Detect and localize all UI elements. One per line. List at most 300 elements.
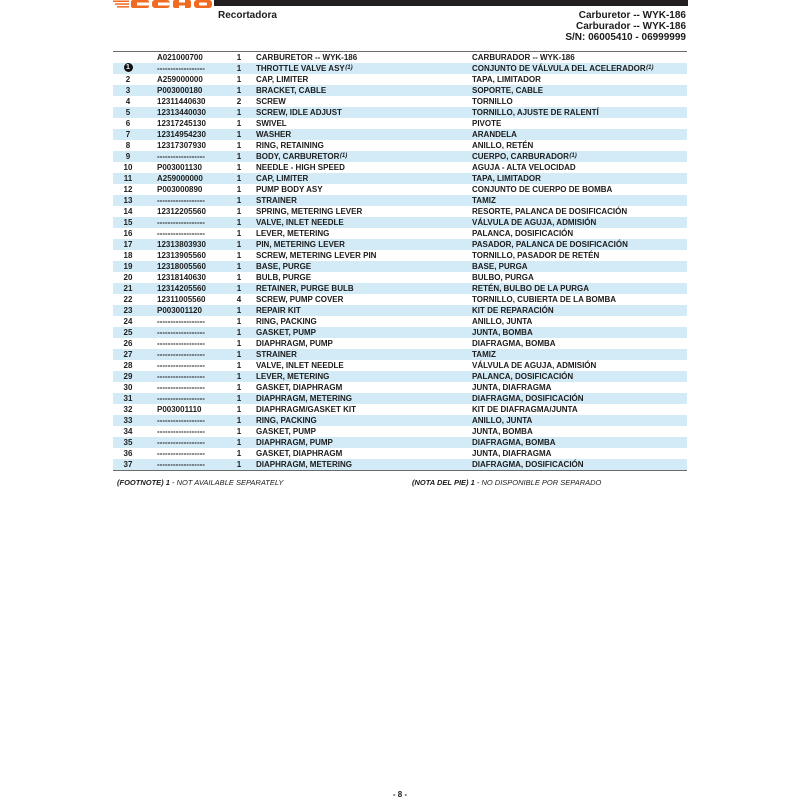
part-number: ------------------ [157, 64, 205, 73]
description-en [256, 327, 316, 338]
description-en [256, 107, 342, 118]
description-es [472, 217, 596, 228]
quantity: 1 [236, 130, 242, 139]
footnote-ref: (1) [646, 65, 654, 71]
description-es [472, 107, 599, 118]
quantity: 1 [236, 218, 242, 227]
description-en-text: SCREW, PUMP COVER [256, 295, 344, 304]
description-es-text: ANILLO, JUNTA [472, 317, 533, 326]
description-en-text: CAP, LIMITER [256, 75, 309, 84]
ref-number [113, 63, 143, 74]
description-es-text: JUNTA, DIAFRAGMA [472, 383, 552, 392]
description-en [256, 338, 333, 349]
parts-row [113, 129, 687, 140]
description-en-text: DIAPHRAGM, PUMP [256, 339, 333, 348]
ref-number: 21 [123, 284, 133, 293]
parts-table [113, 51, 687, 471]
description-es [472, 371, 573, 382]
description-es-text: PALANCA, DOSIFICACIÓN [472, 372, 574, 381]
part-number: 12314205560 [157, 284, 206, 293]
parts-row [113, 217, 687, 228]
description-en [256, 85, 326, 96]
footnote-text: - NOT AVAILABLE SEPARATELY [172, 478, 284, 487]
description-en-text: SWIVEL [256, 119, 287, 128]
parts-row [113, 459, 687, 470]
ref-number: 16 [123, 229, 133, 238]
description-es [472, 250, 599, 261]
quantity: 1 [236, 53, 242, 62]
quantity: 1 [236, 339, 242, 348]
parts-row [113, 206, 687, 217]
quantity: 1 [236, 229, 242, 238]
description-en-text: SCREW, IDLE ADJUST [256, 108, 342, 117]
part-number: ------------------ [157, 416, 205, 425]
description-es [472, 96, 513, 107]
description-en [256, 349, 297, 360]
ref-number: 29 [123, 372, 133, 381]
description-es-text: CONJUNTO DE CUERPO DE BOMBA [472, 185, 613, 194]
description-en-text: BODY, CARBURETOR [256, 152, 340, 161]
description-en-text: BULB, PURGE [256, 273, 312, 282]
part-number: ------------------ [157, 361, 205, 370]
parts-row [113, 118, 687, 129]
parts-row [113, 228, 687, 239]
description-en-text: SPRING, METERING LEVER [256, 207, 363, 216]
quantity: 1 [236, 207, 242, 216]
quantity: 1 [236, 174, 242, 183]
parts-row [113, 184, 687, 195]
description-en [256, 426, 316, 437]
ref-number: 34 [123, 427, 133, 436]
quantity: 1 [236, 284, 242, 293]
part-number: ------------------ [157, 449, 205, 458]
description-es [472, 415, 532, 426]
quantity: 1 [236, 64, 242, 73]
part-number: ------------------ [157, 460, 205, 469]
ref-number: 8 [125, 141, 131, 150]
ref-number: 15 [123, 218, 133, 227]
quantity: 1 [236, 141, 242, 150]
description-es [472, 52, 575, 63]
quantity: 1 [236, 328, 242, 337]
quantity: 1 [236, 416, 242, 425]
description-es-text: TORNILLO, PASADOR DE RETÉN [472, 251, 600, 260]
description-es-text: RESORTE, PALANCA DE DOSIFICACIÓN [472, 207, 628, 216]
description-en-text: LEVER, METERING [256, 372, 330, 381]
description-en [256, 173, 308, 184]
description-en [256, 371, 329, 382]
ref-number: 4 [125, 97, 131, 106]
description-en-text: GASKET, PUMP [256, 427, 317, 436]
ref-number: 11 [123, 174, 133, 183]
description-en-text: PIN, METERING LEVER [256, 240, 345, 249]
description-es [472, 404, 578, 415]
description-es-text: KIT DE REPARACIÓN [472, 306, 554, 315]
ref-number: 28 [123, 361, 133, 370]
parts-row [113, 63, 687, 74]
ref-number: 31 [123, 394, 133, 403]
description-es [472, 459, 584, 470]
description-es-text: ARANDELA [472, 130, 517, 139]
part-number: 12313440030 [157, 108, 206, 117]
parts-row [113, 107, 687, 118]
description-es [472, 294, 616, 305]
description-es-text: ANILLO, JUNTA [472, 416, 533, 425]
description-en [256, 448, 342, 459]
description-en-text: DIAPHRAGM/GASKET KIT [256, 405, 356, 414]
parts-row [113, 371, 687, 382]
footnote-es [412, 478, 601, 488]
description-en [256, 52, 357, 63]
quantity: 1 [236, 405, 242, 414]
description-es-text: TAPA, LIMITADOR [472, 174, 541, 183]
part-number: P003001120 [157, 306, 202, 315]
ref-number: 24 [123, 317, 133, 326]
part-number: ------------------ [157, 339, 205, 348]
quantity: 1 [236, 306, 242, 315]
description-en [256, 261, 311, 272]
part-number: P003001130 [157, 163, 202, 172]
part-number: 12318005560 [157, 262, 206, 271]
description-es-text: TAMIZ [472, 196, 496, 205]
ref-number: 10 [123, 163, 133, 172]
description-es-text: DIAFRAGMA, BOMBA [472, 339, 556, 348]
description-es [472, 393, 584, 404]
description-en [256, 118, 287, 129]
ref-number: 23 [123, 306, 133, 315]
part-number: 12311005560 [157, 295, 206, 304]
ref-number: 3 [125, 86, 131, 95]
ref-number: 2 [125, 75, 131, 84]
description-en-text: BASE, PURGE [256, 262, 312, 271]
part-number: 12317307930 [157, 141, 206, 150]
description-es-text: PALANCA, DOSIFICACIÓN [472, 229, 574, 238]
part-number: A259000000 [157, 75, 203, 84]
part-number: ------------------ [157, 394, 205, 403]
footnote-text: - NO DISPONIBLE POR SEPARADO [476, 478, 602, 487]
parts-row [113, 294, 687, 305]
description-en-text: STRAINER [256, 350, 297, 359]
description-en [256, 63, 353, 74]
ref-number [113, 52, 143, 63]
description-en [256, 239, 345, 250]
ref-number: 32 [123, 405, 133, 414]
ref-number: 30 [123, 383, 133, 392]
quantity: 1 [236, 185, 242, 194]
quantity: 1 [236, 262, 242, 271]
description-es-text: ANILLO, RETÉN [472, 141, 534, 150]
description-es [472, 228, 573, 239]
description-en-text: RING, PACKING [256, 416, 317, 425]
ref-number: 37 [123, 460, 133, 469]
description-en-text: DIAPHRAGM, METERING [256, 394, 352, 403]
description-en-text: CARBURETOR -- WYK-186 [256, 53, 358, 62]
description-es-text: TAMIZ [472, 350, 496, 359]
part-number: ------------------ [157, 350, 205, 359]
description-en [256, 250, 376, 261]
description-en [256, 195, 297, 206]
description-es-text: PIVOTE [472, 119, 502, 128]
quantity: 1 [236, 394, 242, 403]
description-en [256, 217, 344, 228]
part-number: 12318140630 [157, 273, 206, 282]
product-name: Recortadora [218, 10, 277, 21]
description-en [256, 74, 308, 85]
description-en [256, 360, 344, 371]
footnote-label: (FOOTNOTE) [117, 478, 164, 487]
description-en-text: NEEDLE - HIGH SPEED [256, 163, 345, 172]
ref-number: 12 [123, 185, 133, 194]
quantity: 1 [236, 196, 242, 205]
footnote-marker: 1 [470, 478, 475, 487]
part-number: ------------------ [157, 383, 205, 392]
description-es-text: AGUJA - ALTA VELOCIDAD [472, 163, 576, 172]
quantity: 1 [236, 427, 242, 436]
description-es-text: DIAFRAGMA, DOSIFICACIÓN [472, 394, 584, 403]
description-es-text: DIAFRAGMA, DOSIFICACIÓN [472, 460, 584, 469]
parts-row [113, 239, 687, 250]
description-es [472, 162, 576, 173]
footnote-ref: (1) [569, 153, 577, 159]
description-en-text: REPAIR KIT [256, 306, 301, 315]
quantity: 1 [236, 350, 242, 359]
description-en [256, 459, 352, 470]
parts-row [113, 437, 687, 448]
serial-number-range: S/N: 06005410 - 06999999 [565, 32, 686, 43]
description-en-text: PUMP BODY ASY [256, 185, 323, 194]
parts-row [113, 261, 687, 272]
ref-number: 27 [123, 350, 133, 359]
parts-row [113, 173, 687, 184]
description-es [472, 63, 653, 74]
description-es [472, 426, 533, 437]
quantity: 1 [236, 460, 242, 469]
description-es [472, 173, 541, 184]
parts-row [113, 338, 687, 349]
description-en-text: RING, PACKING [256, 317, 317, 326]
part-number: P003000890 [157, 185, 203, 194]
part-number: P003000180 [157, 86, 203, 95]
part-number: ------------------ [157, 328, 205, 337]
ref-number: 7 [125, 130, 131, 139]
description-es-text: RETÉN, BULBO DE LA PURGA [472, 284, 590, 293]
part-number: 12317245130 [157, 119, 206, 128]
quantity: 1 [236, 152, 242, 161]
description-es [472, 327, 533, 338]
parts-row [113, 272, 687, 283]
description-es-text: TORNILLO, AJUSTE DE RALENTÍ [472, 108, 599, 117]
ref-number: 17 [123, 240, 133, 249]
parts-row [113, 151, 687, 162]
description-en-text: STRAINER [256, 196, 297, 205]
description-es-text: TORNILLO [472, 97, 513, 106]
description-en [256, 129, 291, 140]
description-es-text: VÁLVULA DE AGUJA, ADMISIÓN [472, 361, 597, 370]
ref-number: 22 [123, 295, 133, 304]
description-en-text: GASKET, PUMP [256, 328, 317, 337]
description-en [256, 162, 345, 173]
description-en [256, 382, 342, 393]
ref-number: 26 [123, 339, 133, 348]
description-es-text: DIAFRAGMA, BOMBA [472, 438, 556, 447]
footnote-ref: (1) [345, 65, 353, 71]
quantity: 1 [236, 119, 242, 128]
part-number: ------------------ [157, 427, 205, 436]
quantity: 1 [236, 383, 242, 392]
quantity: 4 [236, 295, 242, 304]
description-es [472, 448, 551, 459]
description-en [256, 415, 317, 426]
quantity: 1 [236, 163, 242, 172]
description-en [256, 283, 354, 294]
description-en-text: SCREW [256, 97, 286, 106]
part-number: ------------------ [157, 196, 205, 205]
description-es-text: BASE, PURGA [472, 262, 528, 271]
part-number: 12313803930 [157, 240, 206, 249]
description-es [472, 382, 551, 393]
part-number: 12311440630 [157, 97, 206, 106]
description-en [256, 184, 323, 195]
parts-row [113, 404, 687, 415]
section-title-es: Carburador -- WYK-186 [575, 21, 686, 32]
description-es-text: CUERPO, CARBURADOR [472, 152, 569, 161]
ref-number: 9 [125, 152, 131, 161]
description-es-text: CARBURADOR -- WYK-186 [472, 53, 575, 62]
ref-number: 19 [123, 262, 133, 271]
part-number: 12312205560 [157, 207, 206, 216]
page-number: - 8 - [392, 790, 408, 799]
part-number: ------------------ [157, 152, 205, 161]
description-en-text: LEVER, METERING [256, 229, 330, 238]
part-number: A021000700 [157, 53, 203, 62]
description-es [472, 74, 541, 85]
description-es [472, 195, 496, 206]
part-number: ------------------ [157, 438, 205, 447]
description-es [472, 305, 554, 316]
parts-row [113, 162, 687, 173]
ref-number: 14 [123, 207, 133, 216]
description-es [472, 283, 589, 294]
description-es [472, 184, 612, 195]
parts-row [113, 426, 687, 437]
description-es [472, 129, 517, 140]
description-es [472, 261, 528, 272]
quantity: 1 [236, 449, 242, 458]
parts-row [113, 316, 687, 327]
description-es [472, 140, 533, 151]
description-es [472, 437, 556, 448]
parts-row [113, 360, 687, 371]
description-en [256, 151, 347, 162]
header-bar [214, 0, 688, 6]
description-es [472, 272, 534, 283]
quantity: 1 [236, 317, 242, 326]
quantity: 1 [236, 438, 242, 447]
parts-row [113, 52, 687, 63]
quantity: 2 [236, 97, 242, 106]
description-en-text: RING, RETAINING [256, 141, 324, 150]
description-en-text: CAP, LIMITER [256, 174, 309, 183]
description-en [256, 96, 286, 107]
quantity: 1 [236, 240, 242, 249]
description-en-text: DIAPHRAGM, METERING [256, 460, 352, 469]
description-en-text: SCREW, METERING LEVER PIN [256, 251, 377, 260]
description-es-text: JUNTA, DIAFRAGMA [472, 449, 552, 458]
ref-number: 36 [123, 449, 133, 458]
quantity: 1 [236, 361, 242, 370]
parts-row [113, 96, 687, 107]
quantity: 1 [236, 108, 242, 117]
parts-row [113, 74, 687, 85]
quantity: 1 [236, 75, 242, 84]
description-en [256, 393, 352, 404]
part-number: A259000000 [157, 174, 203, 183]
description-es [472, 349, 496, 360]
description-es [472, 151, 577, 162]
description-en-text: BRACKET, CABLE [256, 86, 327, 95]
description-es [472, 85, 543, 96]
description-en-text: WASHER [256, 130, 292, 139]
description-es-text: TAPA, LIMITADOR [472, 75, 541, 84]
footnote-marker: 1 [165, 478, 170, 487]
footnote-ref: (1) [339, 153, 348, 159]
description-es-text: TORNILLO, CUBIERTA DE LA BOMBA [472, 295, 616, 304]
parts-row [113, 195, 687, 206]
part-number: ------------------ [157, 229, 205, 238]
quantity: 1 [236, 372, 242, 381]
callout-badge: 1 [124, 63, 133, 72]
footnote-label: (NOTA DEL PIE) [412, 478, 469, 487]
description-es-text: KIT DE DIAFRAGMA/JUNTA [472, 405, 578, 414]
quantity: 1 [236, 86, 242, 95]
section-title-en: Carburetor -- WYK-186 [578, 10, 686, 21]
parts-row [113, 393, 687, 404]
description-es [472, 239, 628, 250]
description-es [472, 338, 556, 349]
ref-number: 18 [123, 251, 133, 260]
ref-number: 5 [125, 108, 131, 117]
description-es [472, 206, 627, 217]
description-es [472, 118, 501, 129]
parts-row [113, 85, 687, 96]
description-es-text: VÁLVULA DE AGUJA, ADMISIÓN [472, 218, 597, 227]
description-en [256, 272, 311, 283]
parts-row [113, 382, 687, 393]
description-en-text: RETAINER, PURGE BULB [256, 284, 354, 293]
description-en [256, 316, 317, 327]
quantity: 1 [236, 251, 242, 260]
parts-row [113, 283, 687, 294]
parts-row [113, 250, 687, 261]
logo-wordmark [131, 0, 212, 8]
parts-row [113, 327, 687, 338]
description-es-text: CONJUNTO DE VÁLVULA DEL ACELERADOR [472, 64, 646, 73]
description-es [472, 360, 596, 371]
footnote-en [117, 478, 283, 488]
part-number: P003001110 [157, 405, 202, 414]
brand-logo [113, 0, 213, 9]
description-en-text: GASKET, DIAPHRAGM [256, 449, 343, 458]
part-number: 12313905560 [157, 251, 206, 260]
part-number: ------------------ [157, 372, 205, 381]
parts-row [113, 448, 687, 459]
description-es-text: PASADOR, PALANCA DE DOSIFICACIÓN [472, 240, 628, 249]
logo-stripes [113, 1, 129, 8]
ref-number: 35 [123, 438, 133, 447]
description-en-text: DIAPHRAGM, PUMP [256, 438, 333, 447]
description-en [256, 305, 301, 316]
section-title-block [565, 10, 686, 43]
